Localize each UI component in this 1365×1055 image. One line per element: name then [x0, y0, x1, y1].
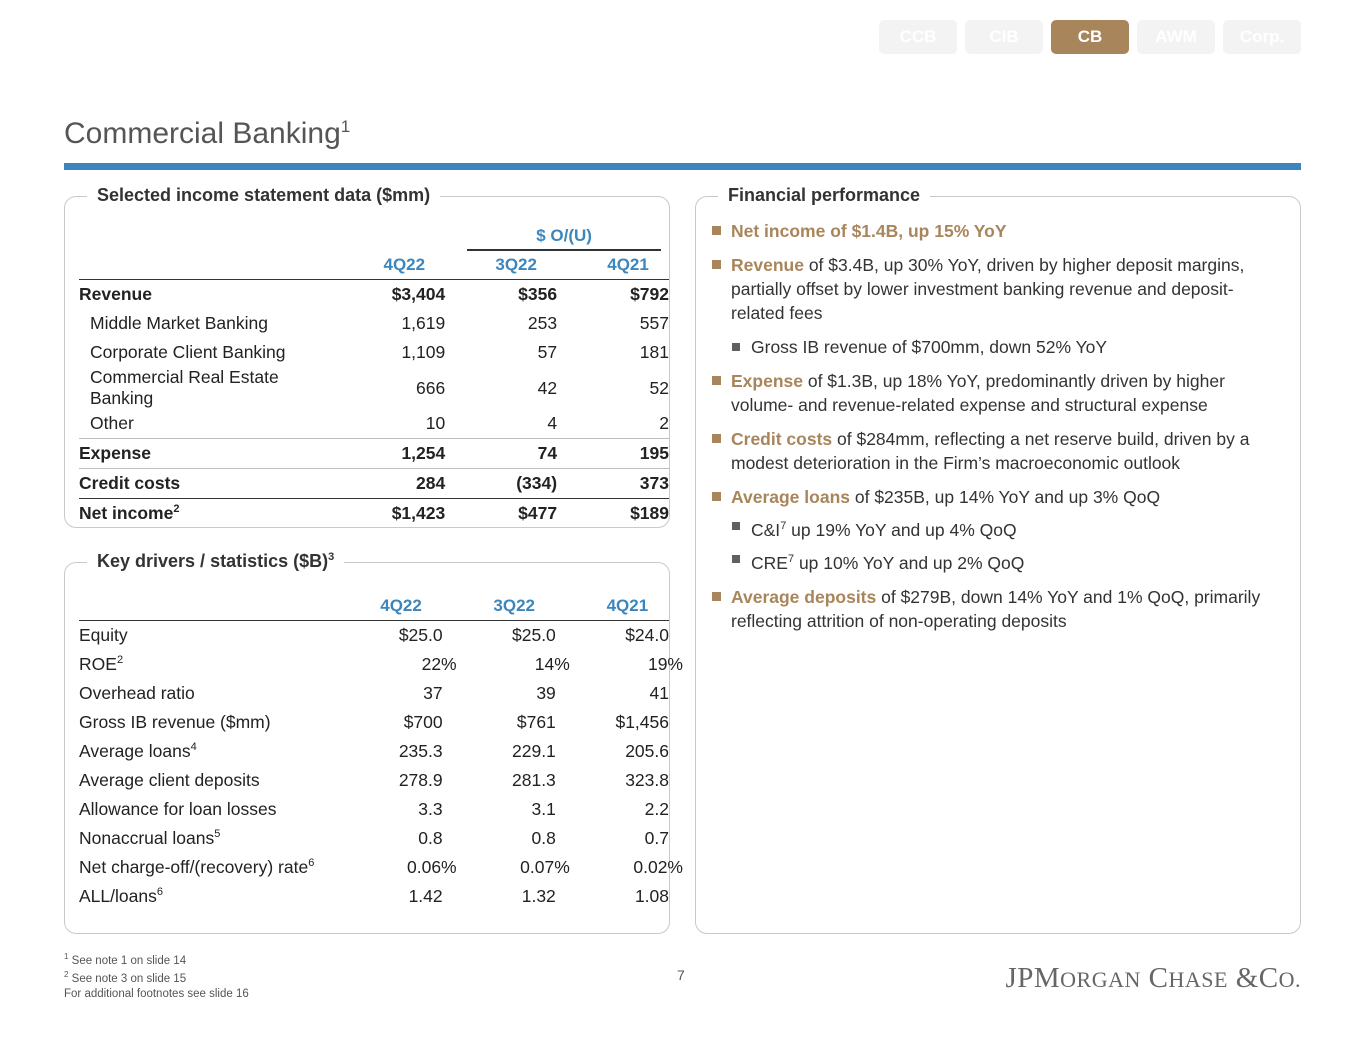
cell-value: $189 — [630, 503, 669, 523]
cell-value: 52 — [649, 377, 669, 398]
sub-bullet-gross-ib: Gross IB revenue of $700mm, down 52% YoY — [710, 335, 1286, 359]
cell-value: 0.02% — [633, 857, 683, 877]
key-drivers-panel — [64, 551, 683, 934]
cell-value: $24.0 — [625, 625, 669, 645]
cell-value: 0.7 — [644, 828, 669, 848]
income-table — [79, 221, 669, 528]
footnotes — [64, 950, 249, 1001]
table-row — [79, 439, 669, 469]
oou-header: $ O/(U) — [536, 225, 592, 245]
row-label: Net charge-off/(recovery) rate$^6$ — [79, 857, 315, 877]
row-label: Average loans$^4$ — [79, 741, 197, 761]
cell-value: 205.6 — [625, 741, 669, 761]
row-label: Gross IB revenue ($mm) — [79, 712, 271, 732]
cell-value: 2.2 — [644, 799, 669, 819]
cell-value: $761 — [516, 712, 556, 732]
income-panel-title: Selected income statement data ($mm) — [87, 185, 440, 206]
cell-value: 42 — [537, 377, 558, 398]
cell-value: 41 — [649, 683, 669, 703]
cell-value: 373 — [557, 469, 669, 499]
cell-value: $25.0 — [398, 625, 443, 645]
cell-value: 1.32 — [521, 886, 556, 906]
cell-value: 666 — [416, 377, 446, 398]
bullet-expense: Expense of $1.3B, up 18% YoY, predominantly driven by higher volume- and revenue-related expense and structural expense — [710, 369, 1286, 417]
cell-value: 1,109 — [401, 342, 446, 362]
cell-value: 1.42 — [408, 886, 443, 906]
table-row — [79, 338, 669, 367]
footnote-3: For additional footnotes see slide 16 — [64, 987, 249, 1000]
row-label: ALL/loans$^6$ — [79, 886, 163, 906]
drivers-table — [79, 591, 683, 911]
cell-value: $25.0 — [512, 625, 556, 645]
table-row — [79, 621, 669, 651]
sub-bullet-cre: CRE$^7$ up 10% YoY and up 2% QoQ — [710, 547, 1286, 575]
row-label: Corporate Client Banking — [90, 342, 286, 362]
table-row — [79, 650, 669, 679]
cell-value: 253 — [527, 313, 558, 333]
jpmorgan-logo: JPMORGAN CHASE &CO. — [1005, 962, 1301, 994]
row-label: Equity — [79, 625, 128, 645]
column-header: 4Q21 — [556, 591, 669, 621]
bullet-credit-costs: Credit costs of $284mm, reflecting a net reserve build, driven by a modest deterioration in the Firm’s macroeconomic outlook — [710, 427, 1286, 475]
cell-value: 2 — [557, 409, 669, 439]
segment-nav — [879, 20, 1301, 54]
cell-value: $1,456 — [615, 712, 669, 732]
cell-value: 3.1 — [531, 799, 556, 819]
cell-value: 1.08 — [634, 886, 669, 906]
cell-value: 284 — [333, 469, 445, 499]
cell-value: 195 — [557, 439, 669, 469]
tab-corp[interactable]: Corp. — [1223, 20, 1301, 54]
row-label: Revenue — [79, 284, 152, 304]
table-row — [79, 795, 669, 824]
row-label: Commercial Real Estate Banking — [90, 367, 279, 408]
cell-value: $792 — [630, 284, 669, 304]
performance-panel-title: Financial performance — [718, 185, 930, 206]
table-row — [79, 824, 669, 853]
bullet-revenue: Revenue of $3.4B, up 30% YoY, driven by higher deposit margins, partially offset by lower investment banking revenue and deposit-related fees — [710, 253, 1286, 325]
cell-value: 37 — [423, 683, 443, 703]
cell-value: 323.8 — [625, 770, 669, 790]
footnote-1: $^1$ See note 1 on slide 14 — [64, 952, 187, 967]
row-label: ROE$^2$ — [79, 654, 124, 674]
income-statement-panel — [64, 185, 670, 528]
cell-value: 22% — [421, 654, 457, 674]
row-label: Overhead ratio — [79, 683, 195, 703]
page-number: 7 — [677, 967, 685, 983]
bullet-average-deposits: Average deposits of $279B, down 14% YoY and 1% QoQ, primarily reflecting attrition of non-operating deposits — [710, 585, 1286, 633]
cell-value: 278.9 — [398, 770, 443, 790]
page-title: Commercial Banking$^1$ — [64, 117, 351, 150]
cell-value: 14% — [534, 654, 570, 674]
cell-value: $356 — [518, 284, 558, 304]
row-label: Net income$^2$ — [79, 503, 180, 523]
table-row — [79, 853, 669, 882]
row-label: Other — [79, 409, 333, 439]
cell-value: $1,423 — [391, 503, 446, 523]
performance-bullets — [710, 219, 1286, 643]
column-header: 4Q22 — [329, 591, 442, 621]
cell-value: 10 — [333, 409, 445, 439]
table-row — [79, 882, 669, 911]
row-label: Allowance for loan losses — [79, 799, 277, 819]
cell-value: 0.8 — [418, 828, 443, 848]
row-label: Nonaccrual loans$^5$ — [79, 828, 221, 848]
cell-value: 0.07% — [520, 857, 570, 877]
tab-ccb[interactable]: CCB — [879, 20, 957, 54]
sub-bullet-cni: $C\&I^7$ up 19% YoY and up 4% QoQ — [710, 514, 1286, 542]
cell-value: 0.8 — [531, 828, 556, 848]
cell-value: 229.1 — [512, 741, 556, 761]
footnote-2: $^2$ See note 3 on slide 15 — [64, 970, 187, 986]
table-row — [79, 737, 669, 766]
financial-performance-panel — [695, 185, 1301, 934]
bullet-average-loans: Average loans of $235B, up 14% YoY and up 3% QoQ — [710, 485, 1286, 509]
column-header: 3Q22 — [443, 591, 556, 621]
cell-value: 281.3 — [512, 770, 556, 790]
column-header: 3Q22 — [445, 250, 557, 280]
cell-value: 39 — [536, 683, 556, 703]
table-row — [79, 499, 669, 529]
column-header: 4Q21 — [557, 250, 669, 280]
cell-value: 181 — [639, 342, 669, 362]
table-row — [79, 679, 669, 708]
row-label: Average client deposits — [79, 770, 260, 790]
cell-value: $477 — [518, 503, 558, 523]
tab-cb[interactable]: CB — [1051, 20, 1129, 54]
cell-value: 74 — [445, 439, 557, 469]
cell-value: 0.06% — [407, 857, 457, 877]
table-row — [79, 280, 669, 310]
cell-value: 557 — [639, 313, 669, 333]
cell-value: (334) — [445, 469, 557, 499]
cell-value: 4 — [445, 409, 557, 439]
cell-value: 57 — [537, 342, 558, 362]
cell-value: 19% — [647, 654, 683, 674]
table-row — [79, 367, 669, 409]
cell-value: $700 — [403, 712, 443, 732]
cell-value: 1,254 — [333, 439, 445, 469]
table-row — [79, 409, 669, 439]
cell-value: 235.3 — [398, 741, 443, 761]
cell-value: $3,404 — [391, 284, 446, 304]
cell-value: 3.3 — [418, 799, 443, 819]
table-row — [79, 766, 669, 795]
bullet-net-income: Net income of $1.4B, up 15% YoY — [710, 219, 1286, 243]
table-row — [79, 708, 669, 737]
column-header: 4Q22 — [333, 250, 445, 280]
cell-value: 1,619 — [401, 313, 446, 333]
tab-cib[interactable]: CIB — [965, 20, 1043, 54]
tab-awm[interactable]: AWM — [1137, 20, 1215, 54]
drivers-panel-title: Key drivers / statistics ($B)$^3$ — [87, 551, 344, 572]
row-label: Middle Market Banking — [90, 313, 268, 333]
title-divider — [64, 163, 1301, 170]
row-label: Credit costs — [79, 469, 333, 499]
table-row — [79, 469, 669, 499]
row-label: Expense — [79, 439, 333, 469]
table-row — [79, 309, 669, 338]
